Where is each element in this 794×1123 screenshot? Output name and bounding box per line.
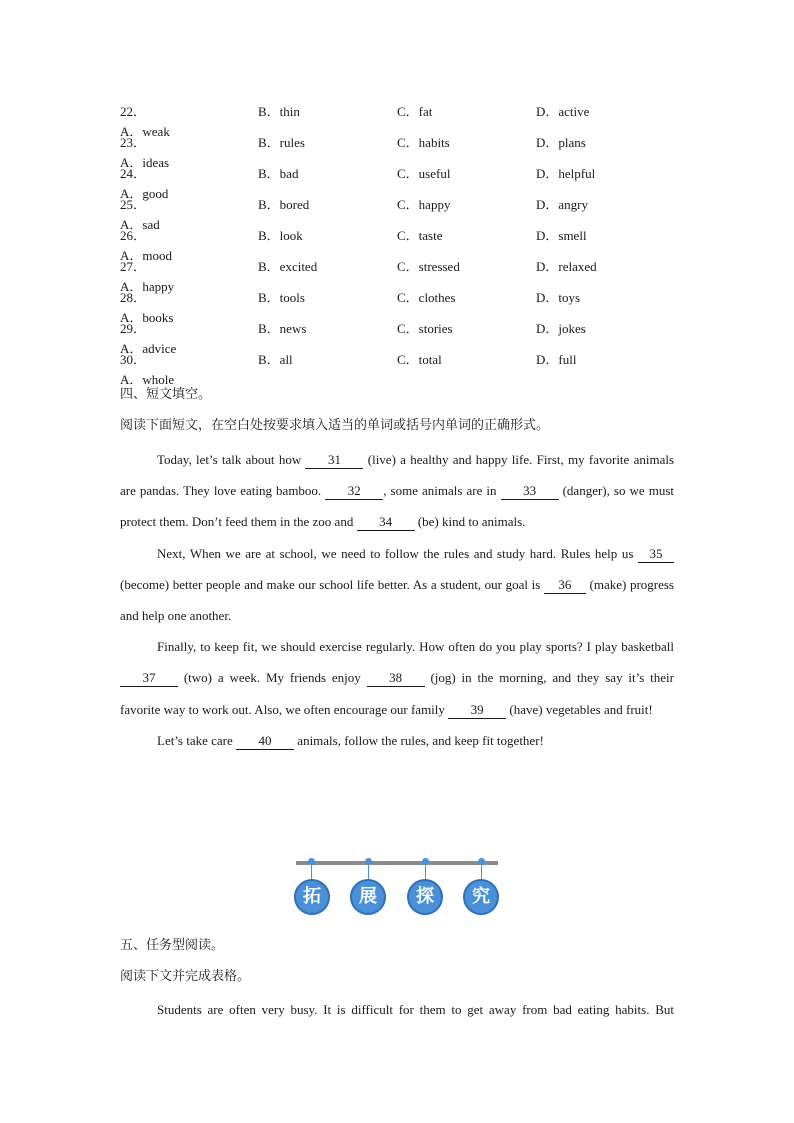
question-number: 24． [120,166,147,181]
option-d: D．toys [536,290,581,305]
option-b: B．excited [258,259,318,274]
question-number: 29． [120,321,147,336]
blank-37: 37 [120,670,178,687]
option-d: D．active [536,104,590,119]
blank-38: 38 [367,670,425,687]
option-a: A．mood [120,248,173,263]
option-b: B．rules [258,135,305,150]
option-d: D．relaxed [536,259,597,274]
option-c: C．stressed [397,259,460,274]
blank-35: 35 [638,546,674,563]
task-passage-paragraph-1: Students are often very busy. It is difficult for them to get away from bad eating habits. But [157,1002,674,1017]
option-b: B．all [258,352,293,367]
blank-40: 40 [236,733,294,750]
blank-33: 33 [501,483,559,500]
choice-row-30 [120,350,680,387]
extension-inquiry-banner [296,858,498,918]
option-d: D．helpful [536,166,596,181]
choice-row-26 [120,226,680,263]
choice-row-23 [120,133,680,170]
banner-stem [481,864,482,880]
option-a: A．books [120,310,174,325]
option-c: C．happy [397,197,451,212]
question-number: 30． [120,352,147,367]
option-d: D．smell [536,228,587,243]
question-number: 25． [120,197,147,212]
option-b: B．thin [258,104,300,119]
banner-char-4: 究 [463,879,499,915]
option-c: C．habits [397,135,450,150]
option-c: C．taste [397,228,443,243]
banner-stem [425,864,426,880]
option-a: A．happy [120,279,175,294]
section-4-instruction: 阅读下面短文，在空白处按要求填入适当的单词或括号内单词的正确形式。 [120,418,550,433]
option-c: C．useful [397,166,451,181]
task-reading-passage [120,994,674,1025]
choice-row-24 [120,164,680,201]
blank-36: 36 [544,577,586,594]
option-d: D．full [536,352,577,367]
option-c: C．stories [397,321,453,336]
passage-paragraph-4: Let’s take care 40 animals, follow the rules, and keep fit together! [157,732,544,748]
question-number: 23． [120,135,147,150]
blank-39: 39 [448,702,506,719]
passage-paragraph-2: Next, When we are at school, we need to follow the rules and study hard. Rules help us 35 (become) better people and make our school life better. As a student, our goal is 36 (make) progress and help one another. [120,545,674,624]
choice-row-29 [120,319,680,356]
multiple-choice-options [120,102,680,387]
fill-in-passage [120,444,674,756]
option-c: C．clothes [397,290,456,305]
banner-char-2: 展 [350,879,386,915]
option-a: A．good [120,186,169,201]
option-b: B．bad [258,166,299,181]
section-5-instruction: 阅读下文并完成表格。 [120,969,251,984]
passage-paragraph-3: Finally, to keep fit, we should exercise regularly. How often do you play sports? I play basketball 37 (two) a week. My friends enjoy 38 (jog) in the morning, and they say it’s their favorite way to work out. Also, we often encourage our family 39 (have) vegetables and fruit! [120,639,674,717]
banner-char-3: 探 [407,879,443,915]
blank-32: 32 [325,483,383,500]
option-b: B．look [258,228,303,243]
blank-31: 31 [305,452,363,469]
option-d: D．angry [536,197,588,212]
option-a: A．sad [120,217,160,232]
option-c: C．total [397,352,442,367]
option-c: C．fat [397,104,433,119]
banner-stem [311,864,312,880]
banner-bar [296,861,498,865]
option-d: D．plans [536,135,586,150]
option-a: A．advice [120,341,177,356]
choice-row-25 [120,195,680,232]
choice-row-27 [120,257,680,294]
section-5-title: 五、任务型阅读。 [120,938,225,953]
option-a: A．whole [120,372,175,387]
section-4-title: 四、短文填空。 [120,387,212,402]
option-a: A．weak [120,124,170,139]
option-a: A．ideas [120,155,170,170]
question-number: 26． [120,228,147,243]
question-number: 28． [120,290,147,305]
option-b: B．news [258,321,307,336]
option-d: D．jokes [536,321,586,336]
blank-34: 34 [357,514,415,531]
option-b: B．tools [258,290,305,305]
question-number: 22． [120,104,147,119]
choice-row-28 [120,288,680,325]
passage-paragraph-1: Today, let’s talk about how 31 (live) a healthy and happy life. First, my favorite animals are pandas. They love eating bamboo. 32 , some animals are in 33 (danger), so we must protect them. Don’t feed them in the zoo and 34 (be) kind to animals. [120,452,675,530]
option-b: B．bored [258,197,310,212]
question-number: 27． [120,259,147,274]
banner-char-1: 拓 [294,879,330,915]
banner-stem [368,864,369,880]
choice-row-22 [120,102,680,139]
